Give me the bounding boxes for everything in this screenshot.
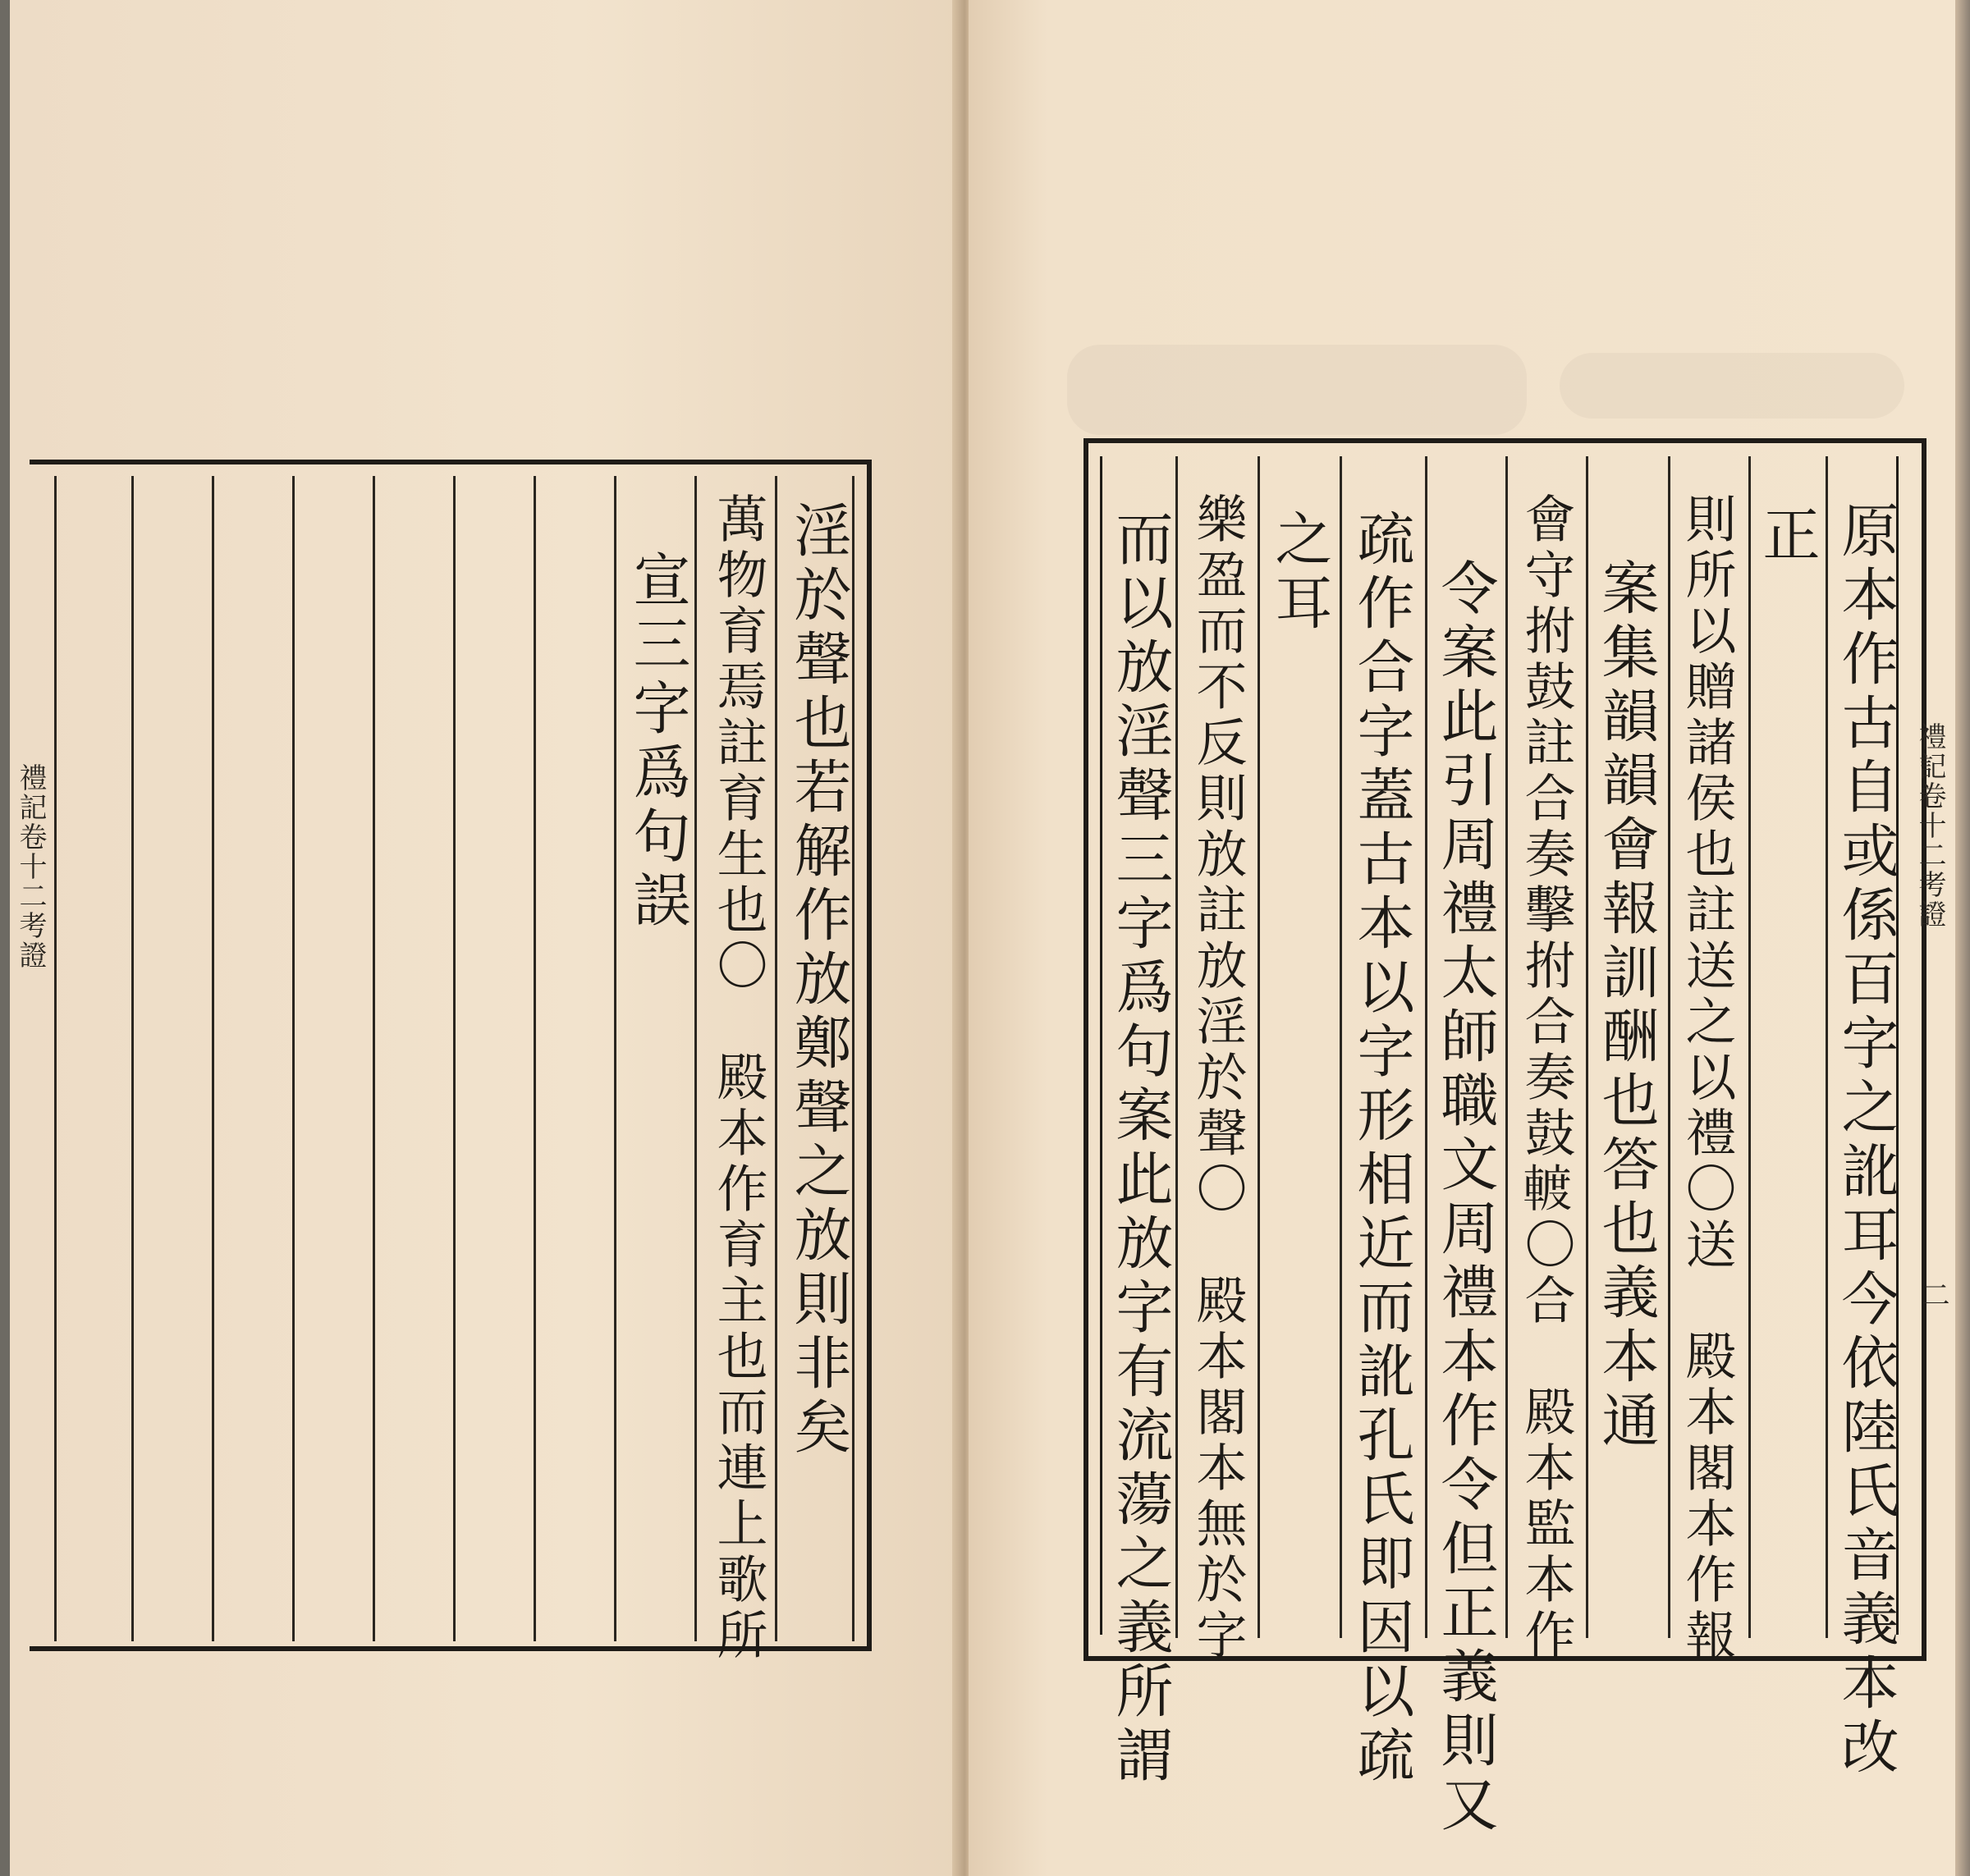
right-column-4: 案集韻韻會報訓酬也答也義本通 xyxy=(1592,558,1660,1454)
right-column-10: 而以放淫聲三字爲句案此放字有流蕩之義所謂 xyxy=(1106,509,1174,1789)
left-column-1: 淫於聲也若解作放鄭聲之放則非矣 xyxy=(785,501,852,1461)
right-column-8: 之耳 xyxy=(1266,509,1333,637)
right-column-2: 正 xyxy=(1753,505,1821,569)
right-margin-page-number: 二 xyxy=(1917,1280,1949,1310)
right-margin-title: 禮記卷十二考證 xyxy=(1913,722,1946,929)
right-column-6: 令案此引周禮太師職文周禮本作令但正義則又 xyxy=(1432,558,1499,1838)
left-column-3: 宣三字爲句誤 xyxy=(624,550,691,934)
right-column-1: 原本作古自或係百字之訛耳今依陸氏音義本改 xyxy=(1832,501,1899,1781)
right-column-5: 會守拊鼓註合奏擊拊合奏鼓𨍏〇合 殿本監本作 xyxy=(1516,492,1576,1664)
left-margin-title: 禮記卷十二考證 xyxy=(14,763,47,970)
page-edge xyxy=(1955,0,1970,1876)
left-column-2: 萬物育焉註育生也〇 殿本作育主也而連上歌所 xyxy=(708,492,768,1664)
right-column-7: 疏作合字蓋古本以字形相近而訛孔氏即因以疏 xyxy=(1348,509,1415,1789)
right-column-3: 則所以贈諸侯也註送之以禮〇送 殿本閣本作報 xyxy=(1677,492,1737,1664)
right-column-9: 樂盈而不反則放註放淫於聲〇 殿本閣本無於字 xyxy=(1188,492,1248,1664)
